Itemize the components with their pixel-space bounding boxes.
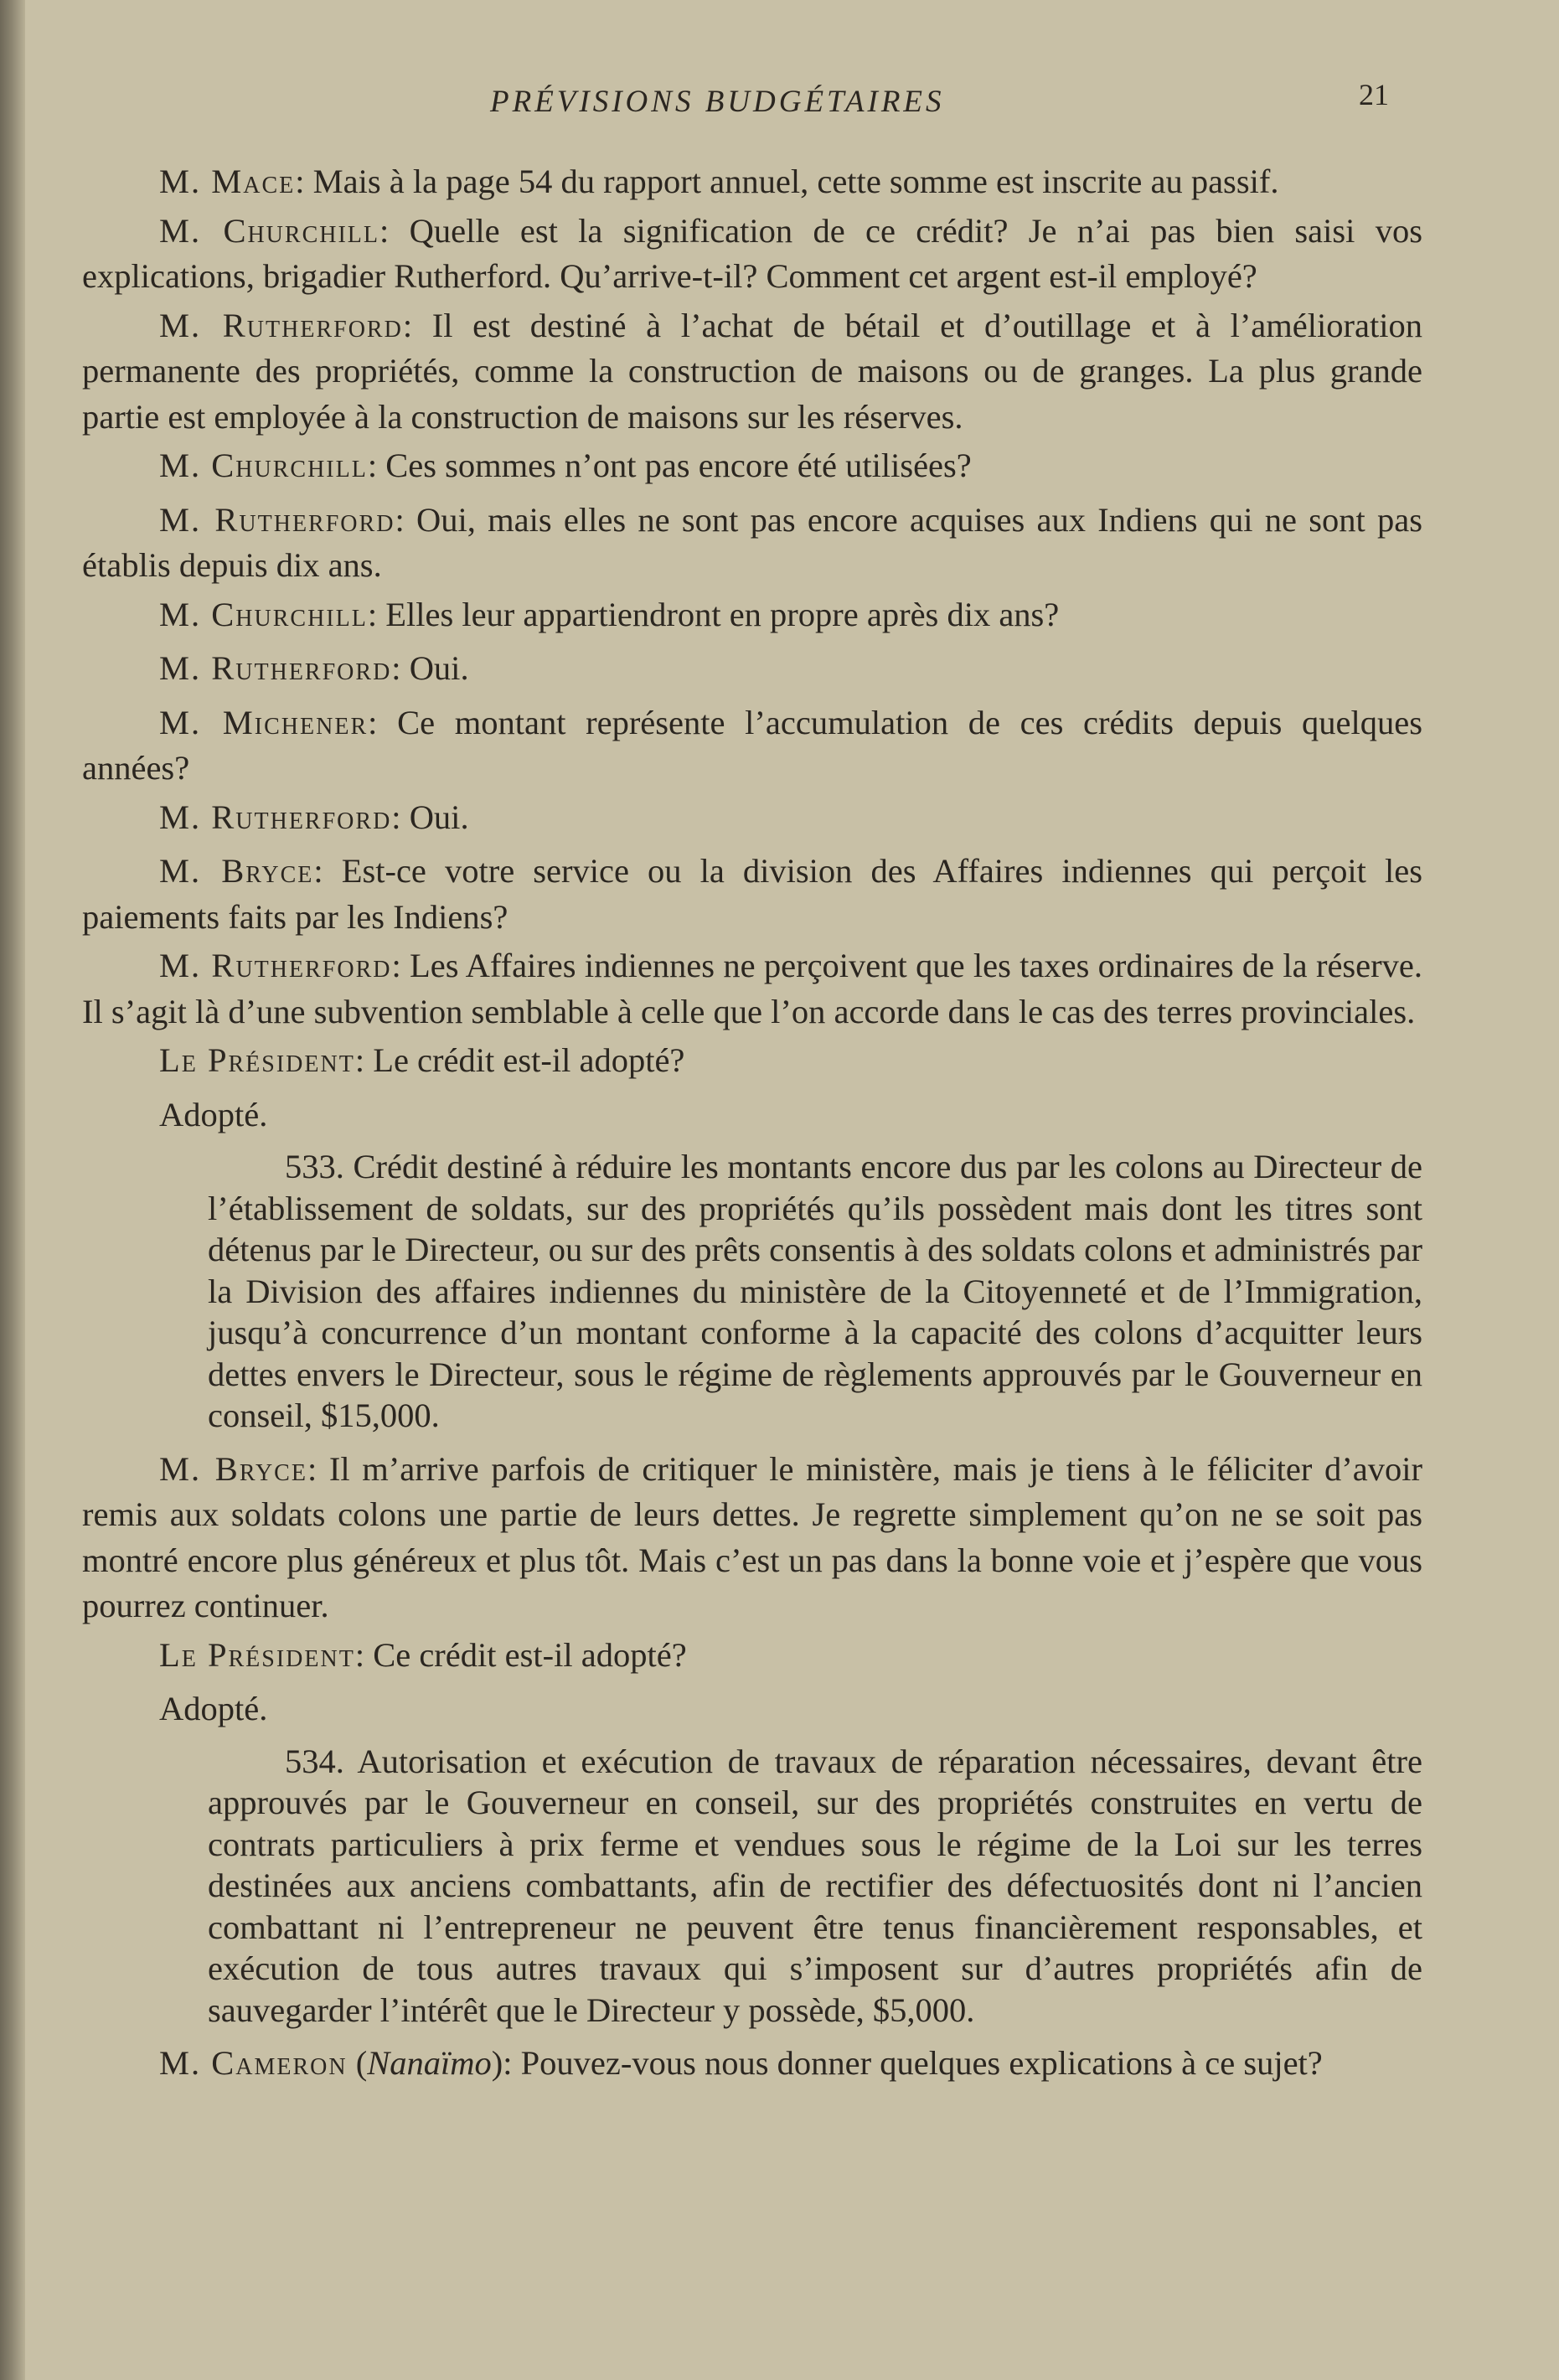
speaker-name: M. Rutherford	[159, 649, 392, 687]
speech-paragraph: M. Mace: Mais à la page 54 du rapport annuel, cette somme est inscrite au passif.	[159, 163, 1279, 200]
speech-text: Ce crédit est-il adopté?	[373, 1635, 687, 1674]
speech-text: Oui.	[409, 649, 469, 687]
speaker-name: M. Churchill	[159, 447, 368, 484]
adopted-line: Adopté.	[159, 1095, 268, 1133]
speaker-name: M. Churchill	[159, 211, 380, 250]
running-title: PRÉVISIONS BUDGÉTAIRES	[490, 85, 945, 119]
speech-paragraph: Le Président: Ce crédit est-il adopté?	[159, 1635, 687, 1674]
speech-text: Le crédit est-il adopté?	[373, 1041, 685, 1079]
speech-text: Est-ce votre service ou la division des Affaires indiennes qui perçoit les paiements faits par les Indiens?	[82, 852, 1422, 936]
speech-text: Il est destiné à l’achat de bétail et d’outillage et à l’amélioration permanente des propriétés, comme la construction de maisons ou de granges. La plus grande partie est employée à la construction de maisons sur les réserves.	[82, 306, 1422, 436]
speech-text: Il m’arrive parfois de critiquer le ministère, mais je tiens à le féliciter d’avoir remis aux soldats colons une partie de leurs dettes. Je regrette simplement qu’on ne se soit pas montré encore plus généreux et plus tôt. Mais c’est un pas dans la bonne voie et j’espère que vous pourrez continuer.	[82, 1449, 1422, 1624]
speech-paragraph: M. Rutherford: Oui.	[159, 798, 469, 836]
speech-text: Ces sommes n’ont pas encore été utilisées?	[385, 447, 972, 484]
speaker-name: M. Rutherford	[159, 947, 392, 984]
speaker-name: M. Rutherford	[159, 500, 395, 539]
speech-text: Quelle est la signification de ce crédit? Je n’ai pas bien saisi vos explications, brigadier Rutherford. Qu’arrive-t-il? Comment cet argent est-il employé?	[82, 211, 1422, 295]
speech-paragraph: M. Churchill: Ces sommes n’ont pas encore été utilisées?	[159, 447, 972, 484]
speech-text: Mais à la page 54 du rapport annuel, cette somme est inscrite au passif.	[312, 163, 1279, 200]
speaker-name: M. Michener	[159, 703, 369, 741]
budget-item-533: 533. Crédit destiné à réduire les montants encore dus par les colons au Directeur de l’établissement de soldats, sur des propriétés qu’ils possèdent mais dont les titres sont détenus par le Directeur, ou sur des prêts consentis à des soldats colons et administrés par la Division des affaires indiennes du ministère de la Citoyenneté et de l’Immigration, jusqu’à concurrence d’un montant conforme à la capacité des colons d’acquitter leurs dettes envers le Directeur, sous le régime de règlements approuvés par le Gouverneur en conseil, $15,000.	[208, 1148, 1422, 1434]
speaker-name: M. Rutherford	[159, 306, 403, 344]
speech-text: Les Affaires indiennes ne perçoivent que les taxes ordinaires de la réserve. Il s’agit là d’une subvention semblable à celle que l’on accorde dans le cas des terres provinciales.	[82, 947, 1422, 1030]
page-number: 21	[1359, 78, 1389, 111]
speech-paragraph: M. Rutherford: Il est destiné à l’achat de bétail et d’outillage et à l’amélioration permanente des propriétés, comme la construction de maisons ou de granges. La plus grande partie est employée à la construction de maisons sur les réserves.	[82, 306, 1422, 436]
speech-paragraph: Le Président: Le crédit est-il adopté?	[159, 1041, 685, 1079]
speaker-name: M. Cameron	[159, 2044, 348, 2082]
speaker-name: M. Bryce	[159, 1449, 307, 1488]
document-body	[82, 159, 1422, 2090]
speech-paragraph: M. Bryce: Est-ce votre service ou la division des Affaires indiennes qui perçoit les paiements faits par les Indiens?	[82, 852, 1422, 936]
speaker-name: M. Churchill	[159, 595, 368, 633]
speech-paragraph: M. Churchill: Quelle est la signification de ce crédit? Je n’ai pas bien saisi vos explications, brigadier Rutherford. Qu’arrive-t-il? Comment cet argent est-il employé?	[82, 211, 1422, 295]
speech-paragraph: M. Rutherford: Oui, mais elles ne sont pas encore acquises aux Indiens qui ne sont pas établis depuis dix ans.	[82, 500, 1422, 584]
speech-paragraph: M. Cameron (Nanaïmo): Pouvez-vous nous donner quelques explications à ce sujet?	[159, 2044, 1323, 2082]
speech-text: Ce montant représente l’accumulation de ces crédits depuis quelques années?	[82, 703, 1422, 787]
adopted-line: Adopté.	[159, 1690, 268, 1727]
speech-text: Elles leur appartiendront en propre après dix ans?	[385, 595, 1060, 633]
speech-paragraph: M. Churchill: Elles leur appartiendront en propre après dix ans?	[159, 595, 1060, 633]
speech-text: Oui.	[409, 798, 469, 836]
speech-text: Oui, mais elles ne sont pas encore acquises aux Indiens qui ne sont pas établis depuis dix ans.	[82, 500, 1422, 584]
speaker-name: M. Rutherford	[159, 798, 392, 836]
speaker-name: M. Mace	[159, 163, 296, 200]
budget-item-534: 534. Autorisation et exécution de travaux de réparation nécessaires, devant être approuvés par le Gouverneur en conseil, sur des propriétés construites en vertu de contrats particuliers à prix ferme et vendues sous le régime de la Loi sur les terres destinées aux anciens combattants, afin de rectifier des défectuosités dont ni l’ancien combattant ni l’entrepreneur ne peuvent être tenus financièrement responsables, et exécution de tous autres travaux qui s’imposent sur d’autres propriétés afin de sauvegarder l’intérêt que le Directeur y possède, $5,000.	[208, 1742, 1422, 2029]
speaker-name: Le Président	[159, 1041, 355, 1079]
speaker-name: M. Bryce	[159, 852, 314, 890]
speech-paragraph: M. Bryce: Il m’arrive parfois de critiquer le ministère, mais je tiens à le féliciter d’avoir remis aux soldats colons une partie de leurs dettes. Je regrette simplement qu’on ne se soit pas montré encore plus généreux et plus tôt. Mais c’est un pas dans la bonne voie et j’espère que vous pourrez continuer.	[82, 1449, 1422, 1624]
speech-paragraph: M. Rutherford: Oui.	[159, 649, 469, 687]
speaker-riding: Nanaïmo	[367, 2044, 492, 2082]
speech-paragraph: M. Rutherford: Les Affaires indiennes ne perçoivent que les taxes ordinaires de la réserve. Il s’agit là d’une subvention semblable à celle que l’on accorde dans le cas des terres provinciales.	[82, 947, 1422, 1030]
page-binding-edge	[0, 0, 25, 2380]
speech-text: Pouvez-vous nous donner quelques explications à ce sujet?	[520, 2044, 1323, 2082]
speech-paragraph: M. Michener: Ce montant représente l’accumulation de ces crédits depuis quelques années?	[82, 703, 1422, 787]
speaker-name: Le Président	[159, 1635, 355, 1674]
page-header	[0, 77, 1559, 127]
